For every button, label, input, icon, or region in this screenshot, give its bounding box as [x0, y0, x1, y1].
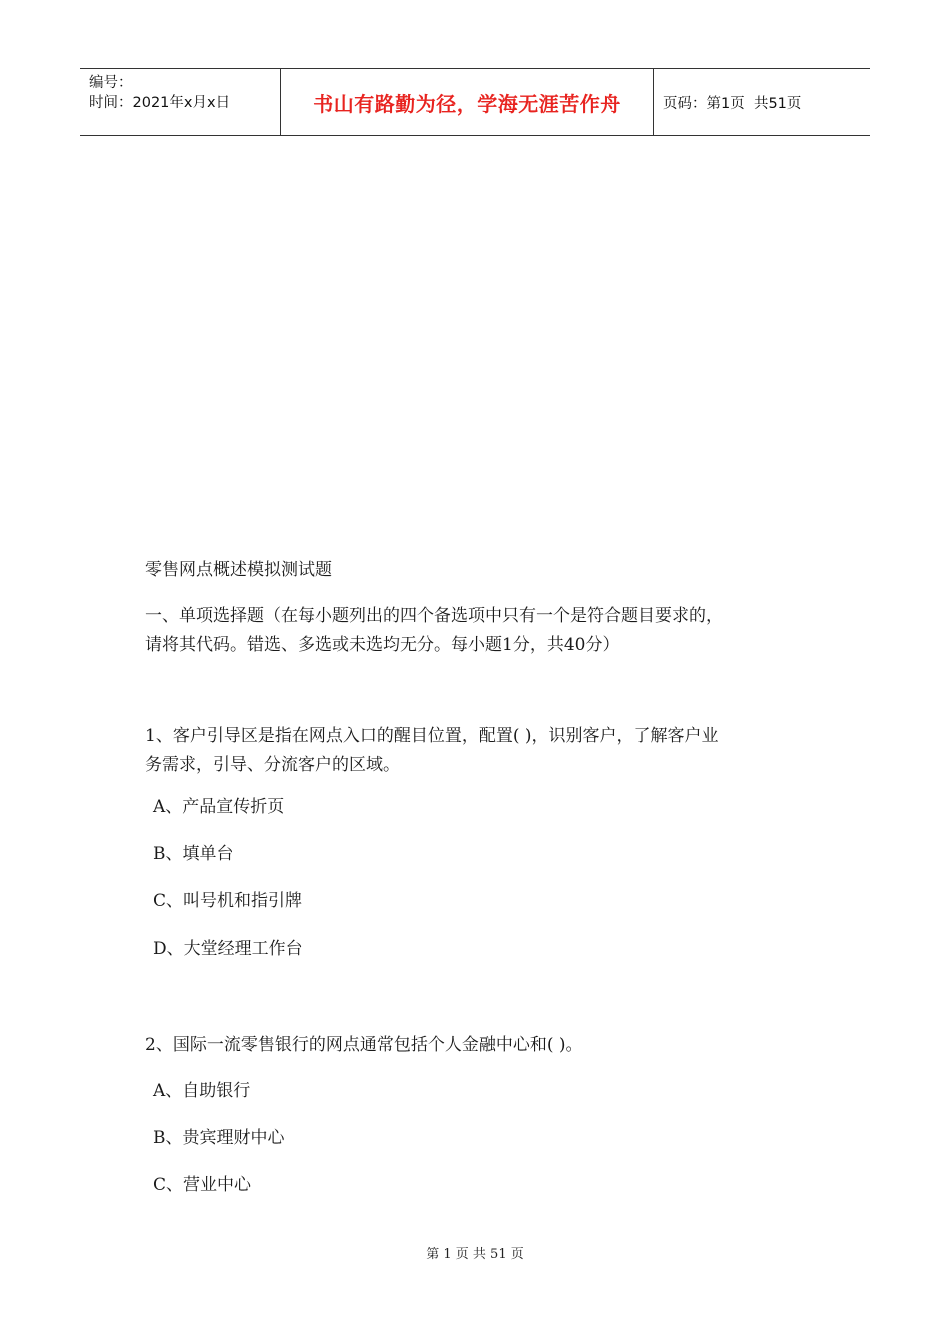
page-footer — [0, 1243, 950, 1262]
question-1-option-d: D、大堂经理工作台 — [153, 939, 303, 959]
page-header — [80, 68, 870, 136]
question-2-option-c: C、营业中心 — [153, 1175, 252, 1195]
header-motto: 书山有路勤为径，学海无涯苦作舟 — [281, 69, 654, 135]
header-page-info — [654, 69, 870, 135]
question-2-option-a: A、自助银行 — [153, 1081, 251, 1101]
question-2-option-b: B、贵宾理财中心 — [153, 1128, 285, 1148]
question-2 — [145, 1031, 825, 1060]
question-2-line-1: 2、国际一流零售银行的网点通常包括个人金融中心和( )。 — [145, 1035, 583, 1055]
header-page-label: 页码：第1页 共51页 — [663, 95, 802, 112]
question-1-option-b: B、填单台 — [153, 844, 234, 864]
section-instructions-line-2: 请将其代码。错选、多选或未选均无分。每小题1分，共40分） — [145, 635, 620, 655]
header-meta — [80, 69, 281, 135]
section-instructions — [145, 602, 825, 660]
document-time-label: 时间：2021年x月x日 — [89, 95, 231, 111]
question-1-line-2: 务需求，引导、分流客户的区域。 — [145, 755, 400, 775]
footer-page-number: 第 1 页 共 51 页 — [426, 1247, 524, 1262]
question-1-option-c: C、叫号机和指引牌 — [153, 891, 303, 911]
document-id-label: 编号： — [89, 75, 133, 91]
question-1-option-a: A、产品宣传折页 — [153, 797, 285, 817]
document-title: 零售网点概述模拟测试题 — [145, 560, 332, 580]
question-1 — [145, 722, 825, 780]
section-instructions-line-1: 一、单项选择题（在每小题列出的四个备选项中只有一个是符合题目要求的， — [145, 606, 723, 626]
question-1-line-1: 1、客户引导区是指在网点入口的醒目位置，配置( )，识别客户，了解客户业 — [145, 726, 719, 746]
